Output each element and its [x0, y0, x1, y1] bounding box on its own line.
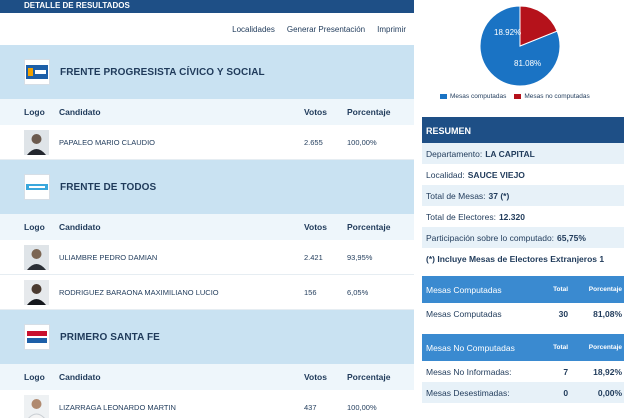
pie-legend	[440, 93, 590, 100]
col-candidate: Candidato	[59, 372, 101, 382]
candidate-row	[0, 275, 414, 310]
pie-chart	[422, 0, 624, 110]
col-votes: Votos	[304, 107, 327, 117]
pie-label-computed: 81.08%	[514, 59, 542, 68]
summary-title: RESUMEN	[422, 117, 624, 143]
print-link[interactable]: Imprimir	[377, 24, 406, 34]
candidate-percent: 100,00%	[347, 137, 377, 147]
candidate-photo	[24, 245, 49, 270]
col-percent: Porcentaje	[347, 372, 391, 382]
candidate-row	[0, 125, 414, 160]
party-logo-icon	[24, 59, 50, 85]
summary-participation: Participación sobre lo computado: 65,75%	[422, 227, 624, 248]
generate-presentation-link[interactable]: Generar Presentación	[286, 24, 366, 34]
candidate-name: RODRIGUEZ BARAONA MAXIMILIANO LUCIO	[59, 287, 219, 297]
party-name: FRENTE PROGRESISTA CÍVICO Y SOCIAL	[60, 66, 265, 78]
col-votes: Votos	[304, 222, 327, 232]
party-header	[0, 310, 414, 364]
col-candidate: Candidato	[59, 107, 101, 117]
candidate-votes: 437	[304, 402, 317, 412]
candidate-name: LIZARRAGA LEONARDO MARTIN	[59, 402, 176, 412]
summary-department: Departamento: LA CAPITAL	[422, 143, 624, 164]
summary-total-electores: Total de Electores: 12.320	[426, 211, 525, 222]
column-headers	[0, 99, 414, 125]
legend-not-computed: Mesas no computadas	[524, 93, 590, 100]
party-logo-icon	[24, 174, 50, 200]
legend-swatch-not-computed	[514, 94, 521, 99]
candidate-photo	[24, 130, 49, 155]
candidate-votes: 156	[304, 287, 317, 297]
candidate-photo	[24, 395, 49, 418]
candidate-row	[0, 390, 414, 418]
col-percent: Porcentaje	[347, 107, 391, 117]
party-name: PRIMERO SANTA FE	[60, 331, 160, 343]
column-headers	[0, 364, 414, 390]
col-logo: Logo	[24, 107, 45, 117]
legend-computed: Mesas computadas	[450, 93, 507, 100]
legend-swatch-computed	[440, 94, 447, 99]
computadas-row: Mesas Computadas 30 81,08%	[426, 308, 623, 319]
col-logo: Logo	[24, 222, 45, 232]
col-votes: Votos	[304, 372, 327, 382]
candidate-name: ULIAMBRE PEDRO DAMIAN	[59, 252, 158, 262]
candidate-photo	[24, 280, 49, 305]
candidate-percent: 93,95%	[347, 252, 373, 262]
party-header	[0, 160, 414, 214]
pie-label-not-computed: 18.92%	[494, 28, 522, 37]
summary-locality: Localidad: SAUCE VIEJO	[426, 169, 525, 180]
candidate-row	[0, 240, 414, 275]
candidate-votes: 2.655	[304, 137, 323, 147]
candidate-name: PAPALEO MARIO CLAUDIO	[59, 137, 155, 147]
summary-panel	[422, 0, 624, 418]
summary-total-mesas: Total de Mesas: 37 (*)	[422, 185, 624, 206]
candidate-percent: 6,05%	[347, 287, 369, 297]
results-header: DETALLE DE RESULTADOS	[0, 0, 414, 13]
party-logo-icon	[24, 324, 50, 350]
summary-note: (*) Incluye Mesas de Electores Extranjeros 1	[426, 253, 605, 264]
action-links	[0, 13, 414, 45]
desestimadas-row: Mesas Desestimadas: 0 0,00%	[422, 382, 624, 403]
localidades-link[interactable]: Localidades	[232, 24, 275, 34]
col-logo: Logo	[24, 372, 45, 382]
col-candidate: Candidato	[59, 222, 101, 232]
party-name: FRENTE DE TODOS	[60, 181, 157, 193]
computadas-header: Mesas Computadas Total Porcentaje	[422, 276, 624, 303]
pie-svg	[422, 0, 624, 92]
no-informadas-row: Mesas No Informadas: 7 18,92%	[426, 366, 623, 377]
column-headers	[0, 214, 414, 240]
candidate-percent: 100,00%	[347, 402, 377, 412]
party-header	[0, 45, 414, 99]
col-percent: Porcentaje	[347, 222, 391, 232]
candidate-votes: 2.421	[304, 252, 323, 262]
no-computadas-header: Mesas No Computadas Total Porcentaje	[422, 334, 624, 361]
